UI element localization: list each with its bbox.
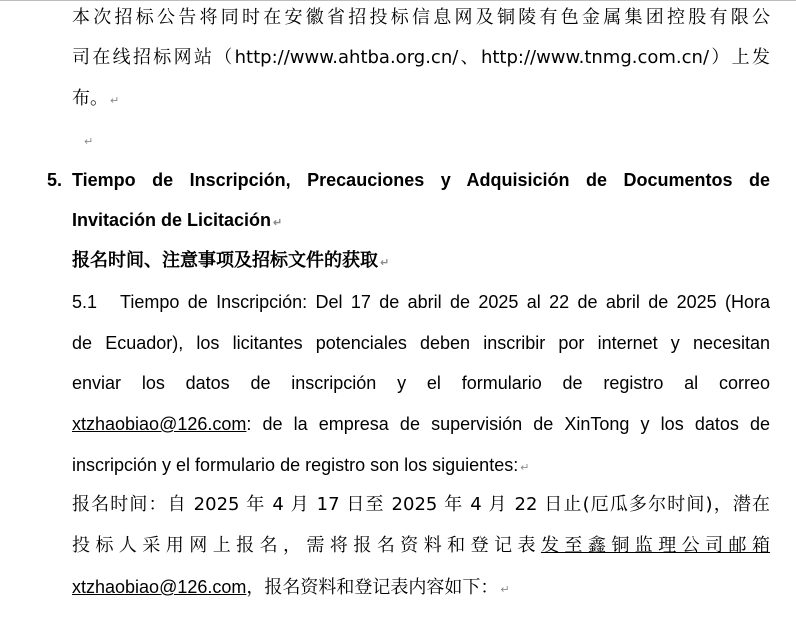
clause-5-1-zh-text-2a: 投标人采用网上报名，需将报名资料和登记表: [72, 535, 541, 556]
empty-paragraph: [82, 127, 93, 153]
clause-5-1-es-text-2: de Ecuador), los licitantes potenciales deben inscribir por internet y necesitan: [72, 333, 770, 353]
clause-5-1-es-line-2: [72, 330, 770, 356]
clause-5-1-zh-text-3: ，报名资料和登记表内容如下：: [246, 577, 499, 598]
notice-text-3: 布。: [72, 88, 108, 109]
section-5-title-zh: [72, 248, 389, 274]
clause-5-1-es-line-4: [72, 411, 770, 437]
notice-line-3: [72, 86, 119, 112]
paragraph-mark-icon: ↵: [500, 583, 510, 596]
clause-5-1-zh-text-1: 报名时间：自 2025 年 4 月 17 日至 2025 年 4 月 22 日止(厄瓜多尔时间)，潜在: [72, 494, 770, 515]
clause-5-1-es-text-4: : de la empresa de supervisión de XinTong y los datos de: [246, 414, 770, 434]
paragraph-mark-icon: ↵: [84, 135, 94, 148]
email-link[interactable]: xtzhaobiao@126.com: [72, 414, 247, 434]
paragraph-mark-icon: ↵: [380, 256, 390, 269]
clause-5-1-es-text-3: enviar los datos de inscripción y el formulario de registro al correo: [72, 373, 770, 393]
section-5-title-es-text-2: Invitación de Licitación: [72, 210, 272, 230]
section-5-number: 5.: [47, 170, 63, 190]
section-5-title-es-text-1: Tiempo de Inscripción, Precauciones y Adquisición de Documentos de: [72, 170, 770, 190]
clause-5-1-zh-line-2: [72, 533, 770, 559]
email-link-zh[interactable]: xtzhaobiao@126.com: [72, 577, 247, 597]
clause-5-1-zh-text-2b: 发至鑫铜监理公司邮箱: [540, 535, 771, 556]
section-5-title-zh-text: 报名时间、注意事项及招标文件的获取: [72, 250, 378, 271]
notice-line-2: [72, 45, 770, 71]
clause-5-1-es-line-1: [72, 289, 770, 315]
paragraph-mark-icon: ↵: [110, 94, 120, 107]
clause-5-1-zh-line-3: [72, 574, 510, 600]
notice-line-1: [72, 5, 770, 31]
page-top-border: [0, 0, 796, 1]
clause-5-1-es-text-1: Tiempo de Inscripción: Del 17 de abril de 2025 al 22 de abril de 2025 (Hora: [120, 292, 770, 312]
paragraph-mark-icon: ↵: [273, 217, 283, 229]
notice-text-1: 本次招标公告将同时在安徽省招投标信息网及铜陵有色金属集团控股有限公: [72, 7, 770, 28]
clause-5-1-zh-line-1: [72, 492, 770, 518]
clause-5-1-es-text-5: inscripción y el formulario de registro son los siguientes:: [72, 455, 519, 475]
section-5-title-es-line-1: [72, 167, 770, 193]
clause-5-1-es-line-3: [72, 370, 770, 396]
paragraph-mark-icon: ↵: [520, 462, 530, 474]
section-5-title-es-line-2: [72, 207, 282, 233]
notice-text-2: 司在线招标网站（http://www.ahtba.org.cn/、http://www.tnmg.com.cn/）上发: [72, 47, 770, 68]
clause-5-1-number: 5.1: [72, 292, 98, 312]
clause-5-1-es-line-5: [72, 452, 529, 478]
